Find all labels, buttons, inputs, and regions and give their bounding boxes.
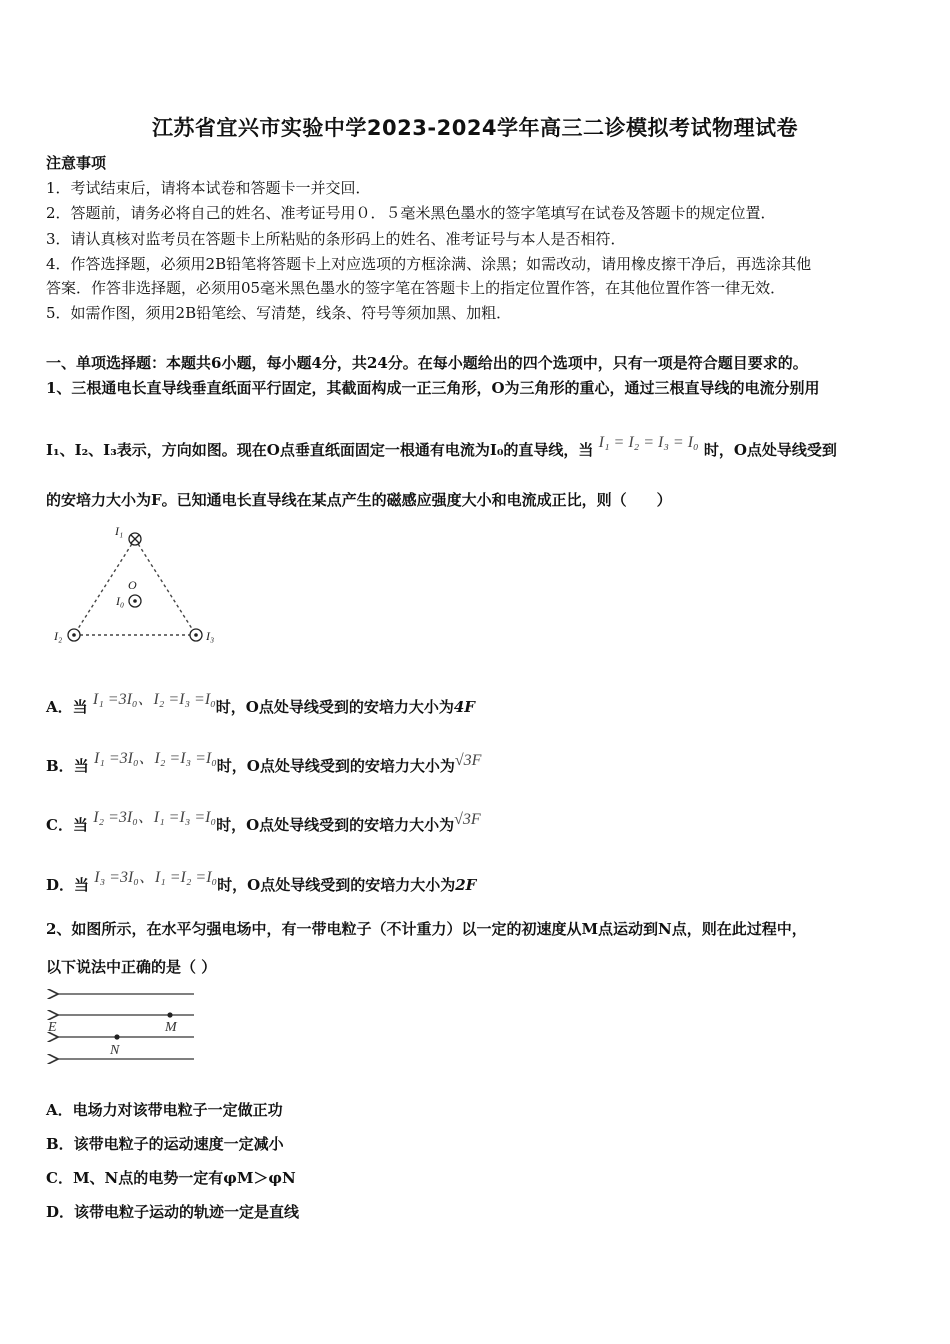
q1-stem-line2 — [46, 434, 837, 460]
label-i3: I₃ — [206, 629, 215, 643]
option-answer: 2F — [455, 876, 477, 894]
point-n — [114, 1034, 119, 1039]
notice-item-4-cont: 答案．作答非选择题，必须用05毫米黑色墨水的签字笔在答题卡上的指定位置作答，在其他位置作答一律无效． — [46, 279, 786, 297]
q1-option-c[interactable] — [46, 809, 481, 835]
option-answer: √3F — [454, 752, 482, 769]
notice-heading: 注意事项 — [46, 154, 107, 172]
point-m — [167, 1012, 172, 1017]
notice-item-3: 3．请认真核对监考员在答题卡上所粘贴的条形码上的姓名、准考证号与本人是否相符． — [46, 230, 626, 248]
option-pre: 当 — [73, 757, 89, 775]
option-post: 时，O点处导线受到的安培力大小为 — [215, 698, 454, 716]
q2-option-a[interactable]: A．电场力对该带电粒子一定做正功 — [46, 1101, 283, 1119]
wire-i1-into-page-icon — [129, 533, 141, 545]
option-pre: 当 — [74, 876, 90, 894]
option-post: 时，O点处导线受到的安培力大小为 — [217, 876, 456, 894]
section-heading: 一、单项选择题：本题共6小题，每小题4分，共24分。在每小题给出的四个选项中，只有一项是符合题目要求的。 — [46, 354, 808, 372]
option-pre: 当 — [72, 698, 88, 716]
label-m: M — [165, 1020, 177, 1035]
wire-i3-out-of-page-icon — [190, 629, 202, 641]
q1-stem-line2-post: 时，O点处导线受到 — [703, 441, 837, 459]
label-e: E — [48, 1020, 57, 1035]
triangle-edge-right — [135, 539, 196, 635]
option-formula: I₃ =3I₀、I₁ =I₂ =I₀ — [94, 869, 218, 886]
q1-stem-formula: I₁ = I₂ = I₃ = I₀ — [598, 434, 699, 451]
option-letter: B． — [46, 757, 74, 775]
q2-stem-line1: 2、如图所示，在水平匀强电场中，有一带电粒子（不计重力）以一定的初速度从M点运动到N点，则在此过程中， — [46, 920, 807, 938]
q1-stem-line1: 1、三根通电长直导线垂直纸面平行固定，其截面构成一正三角形，O为三角形的重心，通过三根直导线的电流分别用 — [46, 379, 820, 397]
wire-i0-out-of-page-icon — [129, 595, 141, 607]
option-letter: A． — [46, 698, 73, 716]
q1-stem-line3: 的安培力大小为F。已知通电长直导线在某点产生的磁感应强度大小和电流成正比，则（ ） — [46, 491, 672, 509]
option-post: 时，O点处导线受到的安培力大小为 — [216, 816, 455, 834]
label-i0: I₀ — [116, 594, 125, 608]
label-i2: I₂ — [54, 629, 63, 643]
q2-option-c[interactable]: C．M、N点的电势一定有φM＞φN — [46, 1169, 296, 1187]
notice-item-5: 5．如需作图，须用2B铅笔绘、写清楚，线条、符号等须加黑、加粗． — [46, 304, 512, 322]
notice-item-1: 1．考试结束后，请将本试卷和答题卡一并交回． — [46, 179, 371, 197]
option-answer: 4F — [453, 698, 475, 716]
option-letter: C． — [46, 816, 73, 834]
option-answer: √3F — [454, 811, 481, 828]
q1-option-d[interactable] — [46, 869, 477, 895]
q2-option-b[interactable]: B．该带电粒子的运动速度一定减小 — [46, 1135, 284, 1153]
label-o: O — [128, 578, 137, 592]
q1-option-b[interactable] — [46, 750, 482, 776]
notice-item-4: 4．作答选择题，必须用2B铅笔将答题卡上对应选项的方框涂满、涂黑；如需改动，请用橡皮擦干净后，再选涂其他 — [46, 255, 812, 273]
q2-field-figure — [44, 985, 204, 1070]
option-pre: 当 — [72, 816, 88, 834]
option-post: 时，O点处导线受到的安培力大小为 — [216, 757, 455, 775]
wire-i2-out-of-page-icon — [68, 629, 80, 641]
option-letter: D． — [46, 876, 75, 894]
notice-item-2: 2．答题前，请务必将自己的姓名、准考证号用０．５毫米黑色墨水的签字笔填写在试卷及答题卡的规定位置． — [46, 204, 776, 222]
option-formula: I₁ =3I₀、I₂ =I₃ =I₀ — [92, 691, 216, 708]
q1-option-a[interactable] — [46, 691, 475, 717]
q1-triangle-figure — [40, 515, 230, 655]
triangle-edge-left — [74, 539, 135, 635]
option-formula: I₁ =3I₀、I₂ =I₃ =I₀ — [93, 750, 217, 767]
page-title: 江苏省宜兴市实验中学2023-2024学年高三二诊模拟考试物理试卷 — [151, 116, 799, 140]
q2-option-d[interactable]: D．该带电粒子运动的轨迹一定是直线 — [46, 1203, 300, 1221]
label-n: N — [110, 1043, 120, 1058]
label-i1: I₁ — [115, 524, 124, 538]
option-formula: I₂ =3I₀、I₁ =I₃ =I₀ — [93, 809, 217, 826]
q2-stem-line2: 以下说法中正确的是（ ） — [46, 958, 217, 976]
q1-stem-line2-pre: I₁、I₂、I₃表示，方向如图。现在O点垂直纸面固定一根通有电流为I₀的直导线，当 — [46, 441, 594, 459]
